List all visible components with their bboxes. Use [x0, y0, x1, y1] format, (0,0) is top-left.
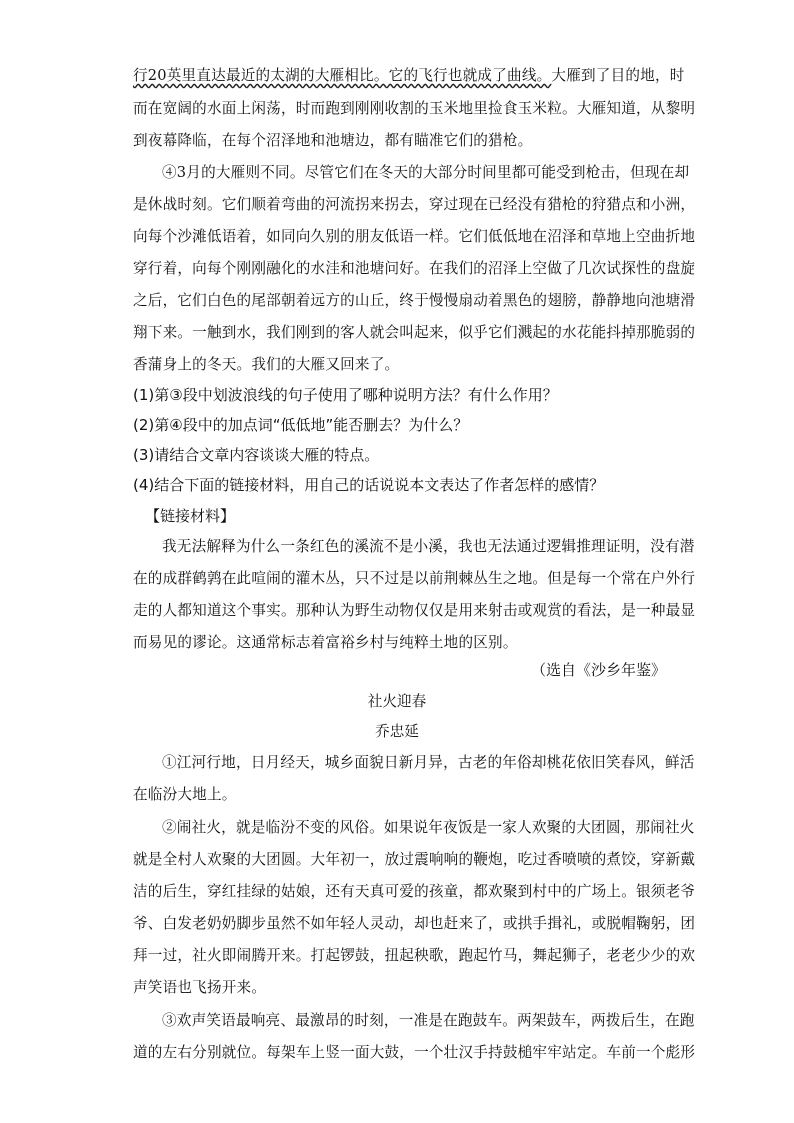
passage-line: 翔下来。一触到水，我们刚到的客人就会叫起来，似乎它们溅起的水花能抖掉那脆弱的	[133, 324, 696, 341]
passage-line	[133, 66, 685, 86]
passage-line: 到夜幕降临，在每个沼泽地和池塘边，都有瞄准它们的猎枪。	[133, 132, 533, 149]
wavy-underlined-sentence: 行20英里直达最近的太湖的大雁相比。它的飞行也就成了曲线。	[133, 67, 552, 84]
link-material-line: 我无法解释为什么一条红色的溪流不是小溪，我也无法通过逻辑推理证明，没有潜	[162, 538, 695, 555]
question-3: (3)请结合文章内容谈谈大雁的特点。	[133, 446, 380, 464]
link-material-source: （选自《沙乡年鉴》	[530, 661, 666, 679]
article-line: 爷、白发老奶奶脚步虽然不如年轻人灵动，却也赶来了，或拱手揖礼，或脱帽鞠躬，团	[133, 915, 696, 932]
article-author: 乔忠延	[375, 723, 419, 740]
article-line: 就是全村人欢聚的大团圆。大年初一，放过震响响的鞭炮，吃过香喷喷的煮饺，穿新戴	[133, 851, 696, 868]
link-material-line: 在的成群鹤鹑在此喧闹的灌木丛，只不过是以前荆棘丛生之地。但是每一个常在户外行	[133, 570, 696, 587]
question-1: (1)第③段中划波浪线的句子使用了哪种说明方法？有什么作用？	[133, 386, 558, 404]
passage-line: 是休战时刻。它们顺着弯曲的河流拐来拐去，穿过现在已经没有猎枪的狩猎点和小洲，	[133, 196, 696, 213]
passage-line: ④3月的大雁则不同。尽管它们在冬天的大部分时间里都可能受到枪击，但现在却	[162, 164, 690, 181]
link-material-line: 走的人都知道这个事实。那种认为野生动物仅仅是用来射击或观赏的看法，是一种最显	[133, 602, 696, 619]
article-line: 道的左右分别就位。每架车上竖一面大鼓，一个壮汉手持鼓槌牢牢站定。车前一个彪形	[133, 1044, 696, 1061]
passage-line: 穿行着，向每个刚刚融化的水洼和池塘问好。在我们的沼泽上空做了几次试探性的盘旋	[133, 260, 696, 277]
article-line: 拜一过，社火即闹腾开来。打起锣鼓，扭起秧歌，跑起竹马，舞起狮子，老老少少的欢	[133, 947, 696, 964]
passage-line: 香蒲身上的冬天。我们的大雁又回来了。	[133, 356, 400, 373]
passage-line: 而在宽阔的水面上闲荡，时而跑到刚刚收割的玉米地里捡食玉米粒。大雁知道，从黎明	[133, 100, 696, 117]
link-material-heading: 【链接材料】	[145, 507, 236, 525]
article-line: ①江河行地，日月经天，城乡面貌日新月异，古老的年俗却桃花依旧笑春风，鲜活	[162, 754, 695, 771]
article-line: ③欢声笑语最响亮、最激昂的时刻，一准是在跑鼓车。两架鼓车，两拨后生，在跑	[162, 1012, 695, 1029]
question-2: (2)第④段中的加点词“低低地”能否删去？为什么？	[133, 416, 469, 434]
article-line: 洁的后生，穿红挂绿的姑娘，还有天真可爱的孩童，都欢聚到村中的广场上。银须老爷	[133, 883, 696, 900]
article-title: 社火迎春	[367, 693, 427, 710]
article-line: ②闹社火，就是临汾不变的风俗。如果说年夜饭是一家人欢聚的大团圆，那闹社火	[162, 819, 695, 836]
link-material-line: 而易见的谬论。这通常标志着富裕乡村与纯粹土地的区别。	[133, 634, 518, 651]
article-line: 声笑语也飞扬开来。	[133, 979, 267, 996]
question-4: (4)结合下面的链接材料，用自己的话说说本文表达了作者怎样的感情？	[133, 476, 605, 494]
article-line: 在临汾大地上。	[133, 786, 237, 803]
passage-line: 之后，它们白色的尾部朝着远方的山丘，终于慢慢扇动着黑色的翅膀，静静地向池塘滑	[133, 292, 696, 309]
passage-line: 向每个沙滩低语着，如同向久别的朋友低语一样。它们低低地在沼泽和草地上空曲折地	[133, 228, 696, 245]
passage-text: 大雁到了目的地，时	[551, 67, 685, 84]
